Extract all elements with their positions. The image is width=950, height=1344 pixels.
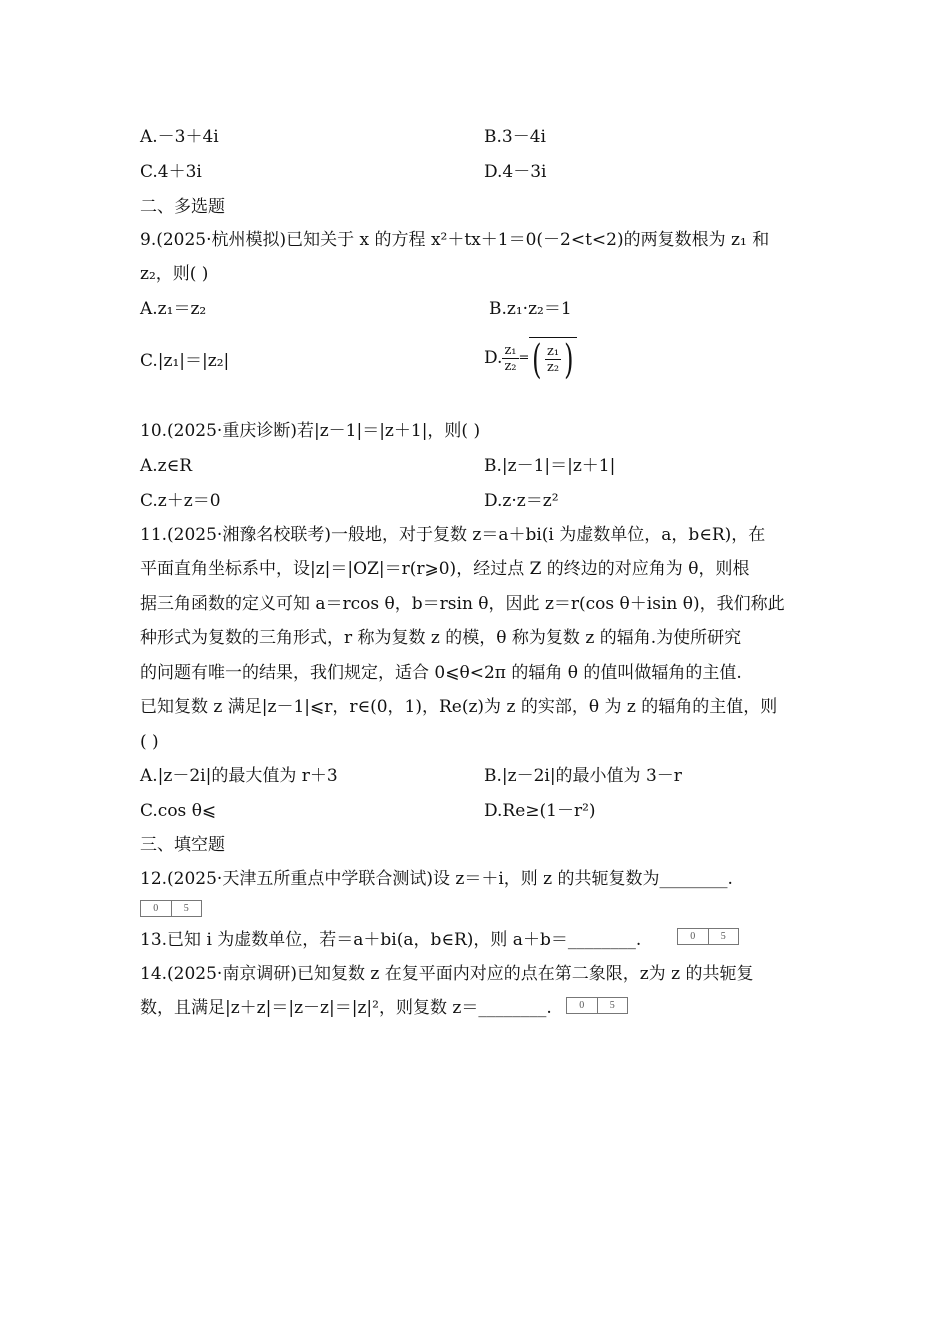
q13-stem: 13.已知 i 为虚数单位，若＝a＋bi(a，b∈R)，则 a＋b＝________. [140,930,642,950]
q8-option-c: C.4＋3i [140,162,202,182]
q12-stem: 12.(2025·天津五所重点中学联合测试)设 z＝＋i，则 z 的共轭复数为________. [140,869,733,889]
section-heading-fill-in: 三、填空题 [140,835,225,855]
q8-option-d: D.4－3i [484,162,547,182]
fraction-denominator: z₂ [547,360,560,375]
open-paren: ( [532,336,542,383]
q11-line-5: 的问题有唯一的结果，我们规定，适合 0⩽θ<2π 的辐角 θ 的值叫做辐角的主值. [140,663,742,683]
q10-option-a: A.z∈R [140,456,193,476]
q11-option-d: D.Re≥(1－r²) [484,801,596,821]
q8-option-b: B.3－4i [484,127,546,147]
close-paren: ) [564,336,574,383]
score-box-left[interactable]: 0 [690,931,696,942]
q9-fraction [502,343,518,374]
score-box[interactable] [566,997,628,1014]
q11-line-3: 据三角函数的定义可知 a＝rcos θ，b＝rsin θ，因此 z＝r(cos θ＋isin θ)，我们称此 [140,594,785,614]
section-heading-multiple-choice: 二、多选题 [140,197,225,217]
equals-sign: = [518,350,530,366]
q9-option-a: A.z₁＝z₂ [140,299,207,319]
q10-stem: 10.(2025·重庆诊断)若|z－1|＝|z＋1|，则( ) [140,421,481,441]
score-box[interactable] [140,900,202,917]
q10-option-d: D.z·z＝z² [484,491,559,511]
fraction-denominator: z₂ [504,358,517,374]
q14-stem-line2: 数，且满足|z＋z|＝|z－z|＝|z|²，则复数 z＝________. [140,998,552,1018]
score-box-left[interactable]: 0 [153,903,159,914]
q11-line-7: ( ) [140,732,159,752]
q9-option-c: C.|z₁|＝|z₂| [140,351,230,371]
score-box-right[interactable]: 5 [171,901,202,916]
score-box[interactable] [677,928,739,945]
q11-line-2: 平面直角坐标系中，设|z|＝|OZ|＝r(r⩾0)，经过点 Z 的终边的对应角为 θ，则根 [140,559,750,579]
q11-option-a: A.|z－2i|的最大值为 r＋3 [140,766,338,786]
fraction-numerator: z₁ [504,342,517,358]
q10-option-c: C.z＋z＝0 [140,491,221,511]
score-box-right[interactable]: 5 [708,929,739,944]
score-box-left[interactable]: 0 [579,1000,585,1011]
q9-option-d [484,336,577,383]
q8-option-a: A.－3＋4i [140,127,219,147]
q9-option-d-prefix: D. [484,347,503,368]
q11-line-4: 种形式为复数的三角形式，r 称为复数 z 的模，θ 称为复数 z 的辐角.为使所研究 [140,628,742,648]
q14-stem-line1: 14.(2025·南京调研)已知复数 z 在复平面内对应的点在第二象限，z为 z 的共轭复 [140,964,754,984]
q9-stem-line2: z₂，则( ) [140,264,209,284]
q11-line-1: 11.(2025·湘豫名校联考)一般地，对于复数 z＝a＋bi(i 为虚数单位，a，b∈R)，在 [140,525,766,545]
fraction-numerator: z₁ [547,344,560,359]
q11-line-6: 已知复数 z 满足|z－1|⩽r，r∈(0，1)，Re(z)为 z 的实部，θ 为 z 的辐角的主值，则 [140,697,778,717]
q9-fraction-conjugate [545,344,561,375]
q9-option-b: B.z₁·z₂＝1 [489,299,572,319]
score-box-right[interactable]: 5 [597,998,628,1013]
q11-option-c: C.cos θ⩽ [140,801,217,821]
conjugate-bar [529,336,576,383]
q10-option-b: B.|z－1|＝|z＋1| [484,456,616,476]
q11-option-b: B.|z－2i|的最小值为 3－r [484,766,682,786]
q9-stem-line1: 9.(2025·杭州模拟)已知关于 x 的方程 x²＋tx＋1＝0(－2<t<2)的两复数根为 z₁ 和 [140,230,770,250]
